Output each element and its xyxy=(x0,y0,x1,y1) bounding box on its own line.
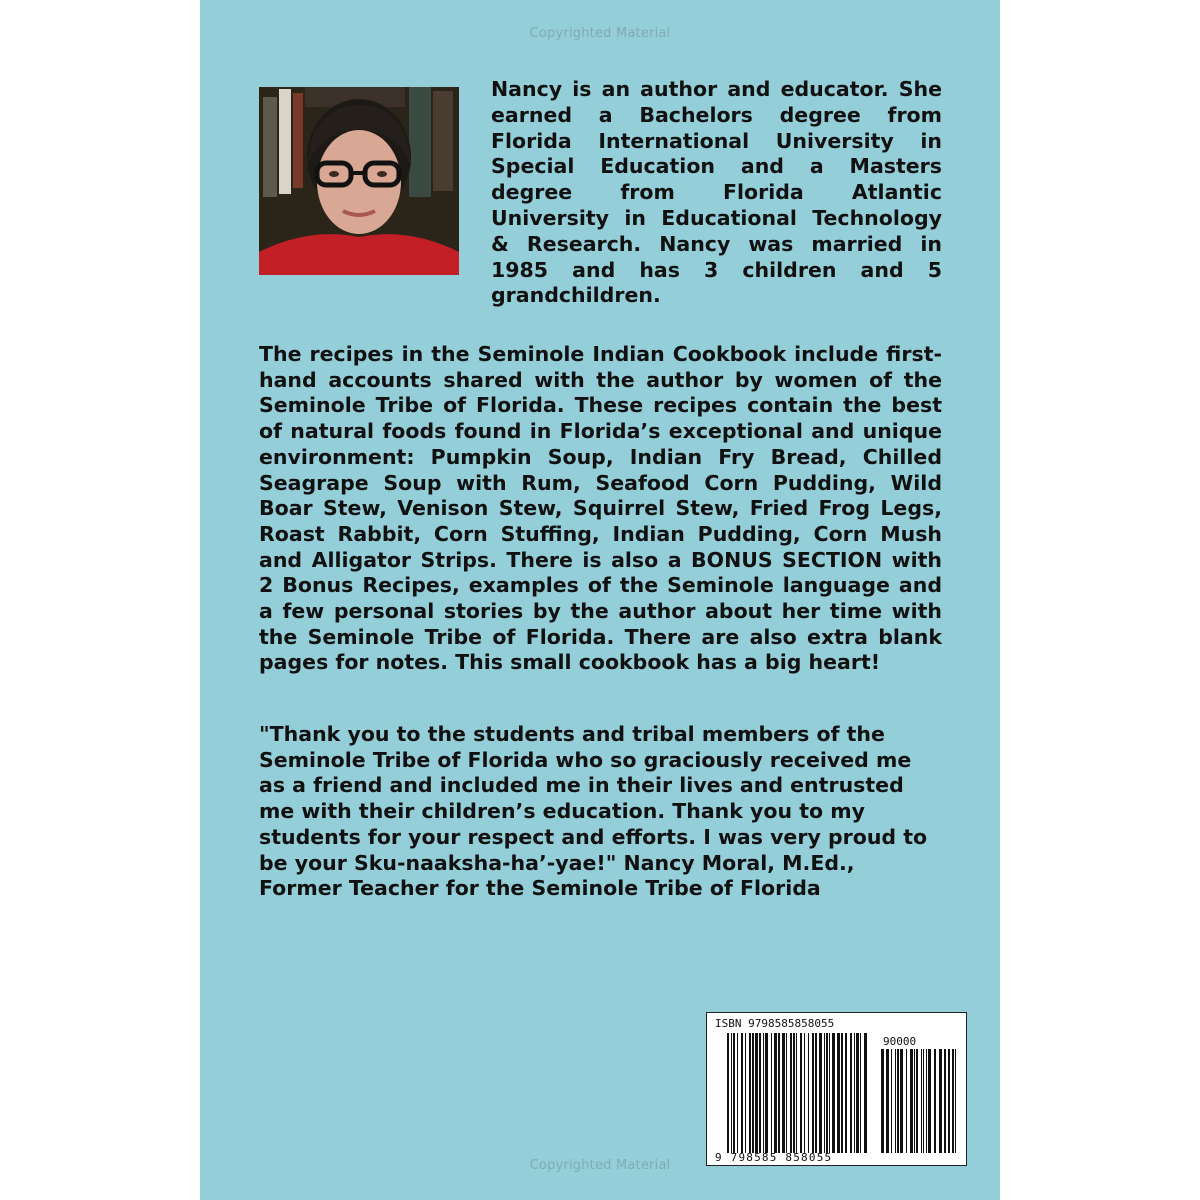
barcode-bar xyxy=(759,1033,761,1153)
barcode-bar xyxy=(731,1033,732,1153)
watermark-bottom: Copyrighted Material xyxy=(529,1158,671,1173)
author-bio: Nancy is an author and educator. She earned a Bachelors degree from Florida International University in Special Education and a Masters degree from Florida Atlantic University in Educational Technology & Research. Nancy was married in 1985 and has 3 children and 5 grandchildren. xyxy=(491,77,942,308)
barcode-bar xyxy=(886,1049,889,1153)
barcode-bar xyxy=(733,1033,735,1153)
barcode-bar xyxy=(881,1049,884,1153)
barcode-bar xyxy=(778,1033,780,1153)
barcode-bar xyxy=(763,1033,764,1153)
barcode-bar xyxy=(928,1049,931,1153)
barcode-bar xyxy=(841,1033,843,1153)
isbn-barcode xyxy=(706,1012,967,1166)
barcode-bar xyxy=(948,1049,950,1153)
barcode-bar xyxy=(815,1033,817,1153)
barcode-bar xyxy=(939,1049,942,1153)
barcode-bar xyxy=(790,1033,792,1153)
book-description: The recipes in the Seminole Indian Cookbook include first-hand accounts shared with the author by women of the Seminole Tribe of Florida. These recipes contain the best of natural foods found in Florida’s exceptional and unique environment: Pumpkin Soup, Indian Fry Bread, Chilled Seagrape Soup with Rum, Seafood Corn Pudding, Wild Boar Stew, Venison Stew, Squirrel Stew, Fried Frog Legs, Roast Rabbit, Corn Stuffing, Indian Pudding, Corn Mush and Alligator Strips. There is also a BONUS SECTION with 2 Bonus Recipes, examples of the Seminole language and a few personal stories by the author about her time with the Seminole Tribe of Florida. There are also extra blank pages for notes. This small cookbook has a big heart! xyxy=(259,342,942,675)
barcode-bar xyxy=(804,1033,805,1153)
barcode-bar xyxy=(895,1049,896,1153)
barcode-bar xyxy=(923,1049,924,1153)
barcode-bar xyxy=(819,1033,822,1153)
barcode-bar xyxy=(860,1033,861,1153)
barcode-bar xyxy=(812,1033,814,1153)
barcode-bar xyxy=(897,1049,899,1153)
barcode-bar xyxy=(906,1049,907,1153)
barcode-bar xyxy=(934,1049,936,1153)
back-cover xyxy=(200,0,1000,1200)
barcode-bar xyxy=(786,1033,787,1153)
barcode-bar xyxy=(854,1033,855,1153)
barcode-bar xyxy=(850,1033,852,1153)
barcode-bar xyxy=(856,1033,859,1153)
barcode-bar xyxy=(793,1033,795,1153)
addon-barcode-bars xyxy=(881,1049,957,1153)
barcode-bar xyxy=(832,1033,835,1153)
author-photo-image xyxy=(259,87,459,275)
barcode-bar xyxy=(916,1049,918,1153)
barcode-bar xyxy=(955,1049,956,1153)
barcode-bar xyxy=(727,1033,729,1153)
barcode-bar xyxy=(771,1033,772,1153)
watermark-top: Copyrighted Material xyxy=(529,26,671,41)
barcode-bar xyxy=(800,1033,802,1153)
isbn-label: ISBN 9798585858055 xyxy=(715,1017,835,1030)
barcode-bar xyxy=(782,1033,785,1153)
barcode-bar xyxy=(826,1033,828,1153)
barcode-digits: 9 798585 858055 xyxy=(715,1151,833,1164)
barcode-bar xyxy=(752,1033,754,1153)
barcode-bars xyxy=(727,1033,869,1153)
barcode-bar xyxy=(926,1049,927,1153)
barcode-bar xyxy=(944,1049,946,1153)
barcode-bar xyxy=(774,1033,777,1153)
barcode-bar xyxy=(891,1049,892,1153)
barcode-bar xyxy=(765,1033,768,1153)
barcode-bar xyxy=(914,1049,915,1153)
barcode-bar xyxy=(921,1049,922,1153)
barcode-bar xyxy=(829,1033,830,1153)
barcode-bar xyxy=(910,1049,913,1153)
barcode-bar xyxy=(952,1049,954,1153)
price-code: 90000 xyxy=(883,1035,917,1048)
barcode-bar xyxy=(837,1033,840,1153)
barcode-bar xyxy=(737,1033,738,1153)
barcode-bar xyxy=(741,1033,743,1153)
author-photo xyxy=(259,87,459,275)
barcode-bar xyxy=(808,1033,809,1153)
barcode-bar xyxy=(864,1033,867,1153)
author-quote: "Thank you to the students and tribal members of the Seminole Tribe of Florida who so graciously received me as a friend and included me in their lives and entrusted me with their children’s education. Thank you to my students for your respect and efforts. I was very proud to be your Sku-naaksha-ha’-yae!" Nancy Moral, M.Ed., Former Teacher for the Seminole Tribe of Florida xyxy=(259,722,928,901)
barcode-bar xyxy=(755,1033,758,1153)
barcode-bar xyxy=(824,1033,825,1153)
barcode-bar xyxy=(745,1033,746,1153)
barcode-bar xyxy=(900,1049,903,1153)
barcode-bar xyxy=(749,1033,751,1153)
barcode-bar xyxy=(796,1033,797,1153)
barcode-bar xyxy=(845,1033,847,1153)
